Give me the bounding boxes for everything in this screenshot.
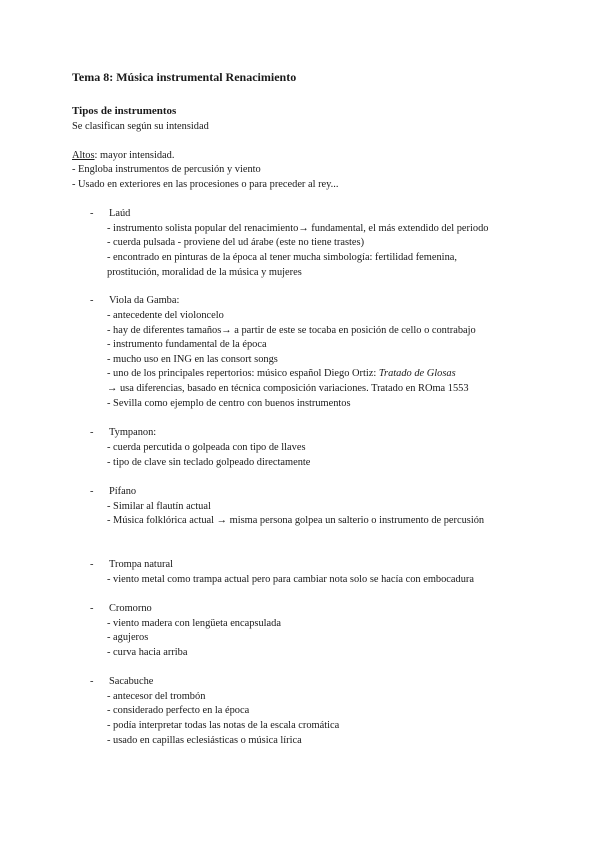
instrument-name-tympanon: Tympanon: — [109, 427, 157, 438]
bullet-dash: - — [90, 486, 94, 497]
types-intro: Se clasifican según su intensidad — [72, 121, 209, 132]
instrument-detail: - mucho uso en ING en las consort songs — [107, 354, 278, 365]
bullet-dash: - — [90, 676, 94, 687]
instrument-name-sacabuche: Sacabuche — [109, 676, 154, 687]
altos-line-1: - Engloba instrumentos de percusión y viento — [72, 164, 261, 175]
section-heading-types: Tipos de instrumentos — [72, 105, 177, 117]
instrument-detail: - Similar al flautín actual — [107, 501, 211, 512]
instrument-detail: → usa diferencias, basado en técnica composición variaciones. Tratado en ROma 1553 — [107, 383, 469, 394]
instrument-detail: - tipo de clave sin teclado golpeado directamente — [107, 457, 311, 468]
instrument-detail: - Música folklórica actual → misma persona golpea un salterio o instrumento de percusión — [107, 515, 485, 526]
bullet-dash: - — [90, 427, 94, 438]
instrument-detail: - antecesor del trombón — [107, 691, 206, 702]
instrument-name-laud: Laúd — [109, 208, 131, 219]
ortiz-book-title: Tratado de Glosas — [378, 368, 456, 379]
instrument-name-pifano: Pífano — [109, 486, 137, 497]
instrument-detail-ortiz — [107, 367, 456, 381]
page-title: Tema 8: Música instrumental Renacimiento — [72, 70, 297, 84]
instrument-detail: - curva hacia arriba — [107, 647, 188, 658]
instrument-name-cromorno: Cromorno — [109, 603, 152, 614]
instrument-detail: - agujeros — [107, 632, 149, 643]
altos-line-2: - Usado en exteriores en las procesiones o para preceder al rey... — [72, 179, 339, 190]
instrument-detail: - podía interpretar todas las notas de la escala cromática — [107, 720, 340, 731]
bullet-dash: - — [90, 559, 94, 570]
bullet-dash: - — [90, 208, 94, 219]
instrument-detail: - cuerda percutida o golpeada con tipo de llaves — [107, 442, 306, 453]
instrument-name-trompa-natural: Trompa natural — [109, 559, 173, 570]
instrument-detail: - considerado perfecto en la época — [107, 705, 250, 716]
instrument-detail: - encontrado en pinturas de la época al tener mucha simbología: fertilidad femenina, — [107, 252, 457, 263]
instrument-detail: prostitución, moralidad de la música y mujeres — [107, 267, 302, 278]
altos-line — [72, 149, 174, 163]
instrument-detail: - instrumento solista popular del renacimiento→ fundamental, el más extendido del periodo — [107, 223, 489, 234]
bullet-dash: - — [90, 295, 94, 306]
instrument-detail: - Sevilla como ejemplo de centro con buenos instrumentos — [107, 398, 351, 409]
instrument-detail: - usado en capillas eclesiásticas o música lírica — [107, 735, 302, 746]
instrument-detail: - instrumento fundamental de la época — [107, 339, 267, 350]
altos-label: Altos — [72, 150, 95, 161]
altos-text: : mayor intensidad. — [94, 150, 175, 161]
ortiz-prefix: - uno de los principales repertorios: músico español Diego Ortiz: — [107, 368, 379, 379]
instrument-detail: - hay de diferentes tamaños→ a partir de este se tocaba en posición de cello o contrabajo — [107, 325, 476, 336]
instrument-detail: - antecedente del violoncelo — [107, 310, 224, 321]
instrument-name-viola-da-gamba: Viola da Gamba: — [109, 295, 180, 306]
instrument-detail: - viento metal como trampa actual pero para cambiar nota solo se hacía con embocadura — [107, 574, 474, 585]
instrument-detail: - cuerda pulsada - proviene del ud árabe (este no tiene trastes) — [107, 237, 365, 248]
instrument-detail: - viento madera con lengüeta encapsulada — [107, 618, 281, 629]
bullet-dash: - — [90, 603, 94, 614]
